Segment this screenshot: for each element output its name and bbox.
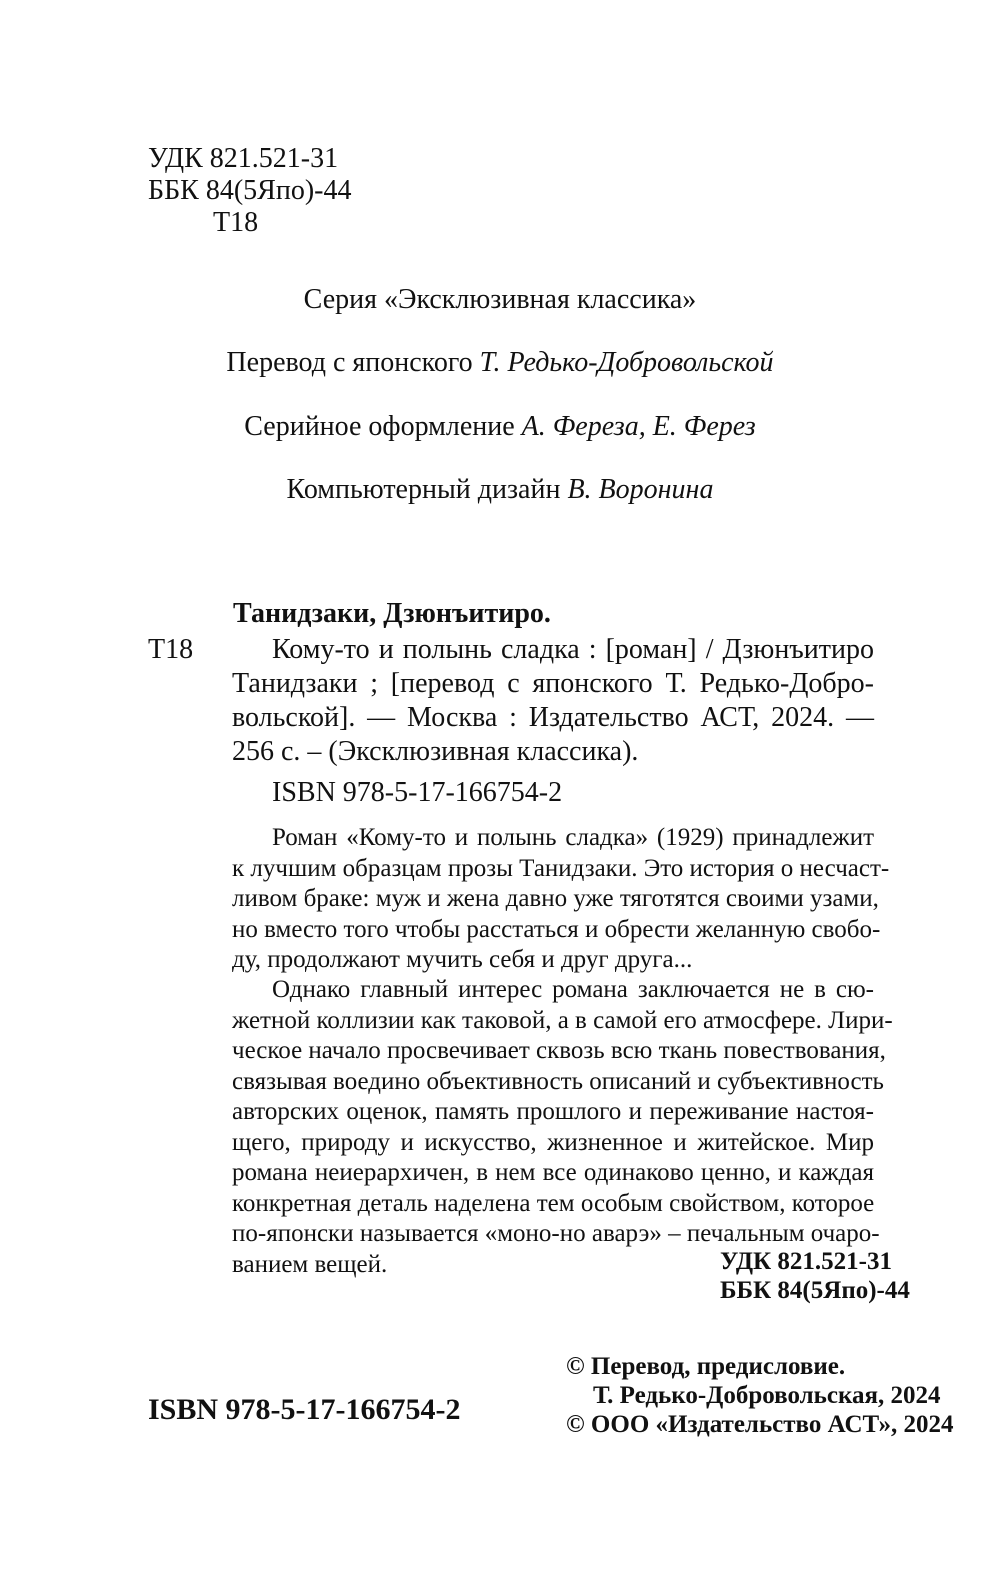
author-mark: Т18 <box>213 207 259 238</box>
annotation-line: связывая воедино объективность описаний и субъективность <box>232 1067 884 1095</box>
computer-design-prefix: Компьютерный дизайн <box>286 474 568 505</box>
annotation-line: романа неиерархичен, в нем все одинаково ценно, и каждая <box>232 1159 874 1186</box>
annotation-line: ванием вещей. <box>232 1250 388 1278</box>
copyright-translation: © Перевод, предисловие. <box>566 1353 846 1380</box>
design-prefix: Серийное оформление <box>244 411 522 442</box>
udk-code-bottom: УДК 821.521-31 <box>720 1248 892 1275</box>
annotation-line: ду, продолжают мучить себя и друг друга... <box>232 946 693 973</box>
annotation-line: щего, природу и искусство, жизненное и житейское. Мир <box>232 1128 874 1156</box>
annotation-line: по-японски называется «моно-но аварэ» – печальным очаро- <box>232 1220 880 1247</box>
computer-designer-name: В. Воронина <box>567 474 714 505</box>
annotation-line: к лучшим образцам прозы Танидзаки. Это история о несчаст- <box>232 854 890 882</box>
bib-description <box>232 633 874 769</box>
bbk-code-bottom: ББК 84(5Япо)-44 <box>720 1277 910 1304</box>
bib-line: Кому-то и полынь сладка : [роман] / Дзюнъитиро <box>272 634 874 665</box>
annotation-line: ческое начало просвечивает сквозь всю ткань повествования, <box>232 1037 886 1064</box>
copyright-publisher: © ООО «Издательство АСТ», 2024 <box>566 1411 954 1438</box>
annotation-line: авторских оценок, память прошлого и переживание настоя- <box>232 1098 874 1125</box>
copyright-translator: Т. Редько-Добровольская, 2024 <box>593 1382 941 1409</box>
annotation-paragraph-1 <box>232 823 890 976</box>
annotation-line: Однако главный интерес романа заключается не в сю- <box>272 976 874 1003</box>
annotation-line: Роман «Кому-то и полынь сладка» (1929) принадлежит <box>272 824 874 851</box>
annotation-paragraph-2 <box>232 975 893 1280</box>
series-line: Серия «Эксклюзивная классика» <box>303 284 697 315</box>
bib-author-mark: Т18 <box>148 634 194 665</box>
annotation-line: конкретная деталь наделена тем особым свойством, которое <box>232 1189 875 1217</box>
udk-code: УДК 821.521-31 <box>148 143 339 174</box>
footer-isbn: ISBN 978-5-17-166754-2 <box>148 1393 461 1426</box>
author-heading: Танидзаки, Дзюнъитиро. <box>233 598 551 629</box>
annotation-line: жетной коллизии как таковой, а в самой его атмосфере. Лири- <box>232 1006 893 1034</box>
translation-prefix: Перевод с японского <box>226 347 480 378</box>
bib-line: вольской]. — Москва : Издательство АСТ, 2024. — <box>232 702 874 733</box>
annotation-line: ливом браке: муж и жена давно уже тяготятся своими узами, <box>232 885 879 912</box>
designer-names: А. Фереза, Е. Ферез <box>521 411 756 442</box>
bib-line: 256 с. – (Эксклюзивная классика). <box>232 736 639 767</box>
computer-design-line <box>0 473 1000 507</box>
bib-line: Танидзаки ; [перевод с японского Т. Редько-Добро- <box>232 668 874 699</box>
bib-isbn: ISBN 978-5-17-166754-2 <box>272 777 563 808</box>
translation-line <box>0 346 1000 380</box>
bbk-code: ББК 84(5Япо)-44 <box>148 175 352 206</box>
design-line <box>0 410 1000 444</box>
annotation-line: но вместо того чтобы расстаться и обрести желанную свобо- <box>232 915 881 943</box>
translator-name: Т. Редько-Добровольской <box>479 347 774 378</box>
